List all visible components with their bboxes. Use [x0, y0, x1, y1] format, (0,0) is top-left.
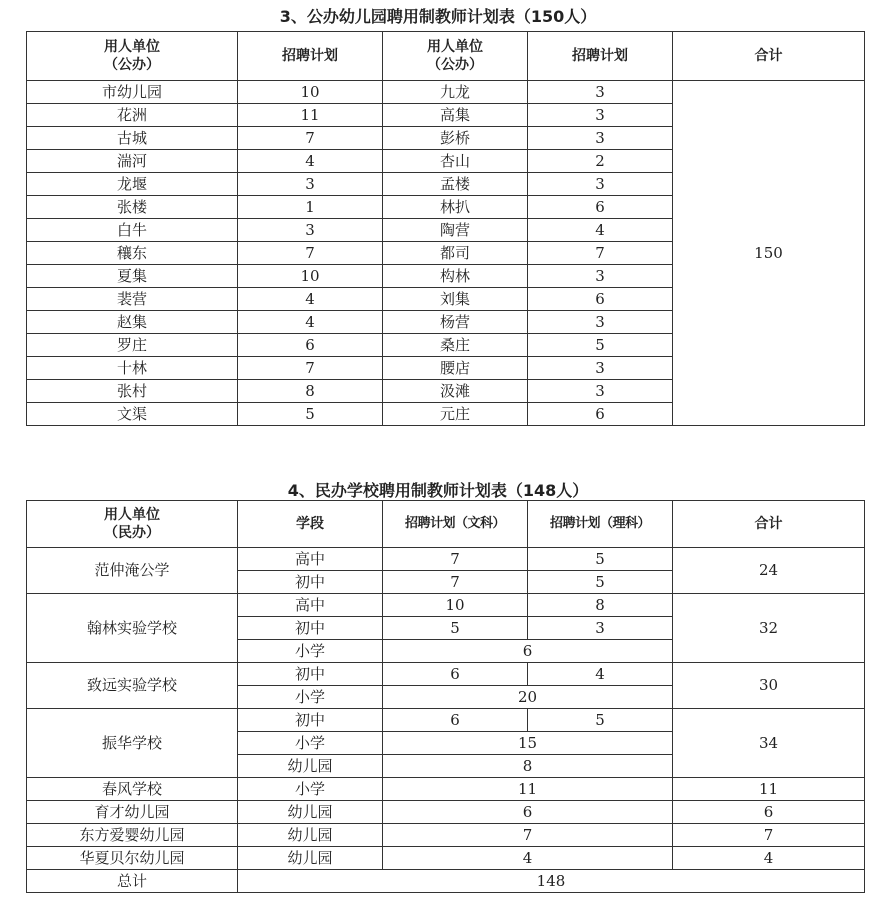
- header-unit2-line1: 用人单位: [427, 39, 483, 55]
- sci-cell: 4: [528, 663, 673, 686]
- table-row: [27, 81, 865, 104]
- unit-cell-2: 杨营: [383, 311, 528, 334]
- plan-cell-2: 7: [528, 242, 673, 265]
- combined-cell: 4: [383, 847, 673, 870]
- sci-cell: 3: [528, 617, 673, 640]
- total-cell: 150: [673, 81, 865, 426]
- header-plan-sci: 招聘计划（理科）: [528, 501, 673, 548]
- plan-cell: 4: [238, 311, 383, 334]
- school-name: 致远实验学校: [27, 663, 238, 709]
- plan-cell: 3: [238, 219, 383, 242]
- stage-cell: 初中: [238, 617, 383, 640]
- plan-cell: 6: [238, 334, 383, 357]
- sci-cell: 5: [528, 571, 673, 594]
- stage-cell: 小学: [238, 640, 383, 663]
- school-total: 6: [673, 801, 865, 824]
- private-school-table: [26, 500, 865, 893]
- school-name: 范仲淹公学: [27, 548, 238, 594]
- header-plan: 招聘计划: [238, 32, 383, 81]
- stage-cell: 初中: [238, 663, 383, 686]
- unit-cell: 十林: [27, 357, 238, 380]
- unit-cell: 夏集: [27, 265, 238, 288]
- unit-cell: 张村: [27, 380, 238, 403]
- plan-cell: 8: [238, 380, 383, 403]
- unit-cell: 赵集: [27, 311, 238, 334]
- unit-cell-2: 林扒: [383, 196, 528, 219]
- combined-cell: 7: [383, 824, 673, 847]
- header-unit: [27, 32, 238, 81]
- header-unit2-line2: （公办）: [427, 57, 483, 73]
- plan-cell-2: 3: [528, 357, 673, 380]
- school-total: 30: [673, 663, 865, 709]
- combined-cell: 15: [383, 732, 673, 755]
- unit-cell: 裴营: [27, 288, 238, 311]
- header-unit-line2: （公办）: [104, 57, 160, 73]
- school-name: 翰林实验学校: [27, 594, 238, 663]
- combined-cell: 11: [383, 778, 673, 801]
- unit-cell: 古城: [27, 127, 238, 150]
- plan-cell: 3: [238, 173, 383, 196]
- plan-cell-2: 3: [528, 81, 673, 104]
- school-total: 24: [673, 548, 865, 594]
- unit-cell: 花洲: [27, 104, 238, 127]
- header-unit-line2: （民办）: [104, 525, 160, 541]
- unit-cell: 张楼: [27, 196, 238, 219]
- arts-cell: 6: [383, 709, 528, 732]
- school-total: 32: [673, 594, 865, 663]
- table1-title: 3、公办幼儿园聘用制教师计划表（150人）: [279, 7, 597, 26]
- school-name: 振华学校: [27, 709, 238, 778]
- unit-cell-2: 孟楼: [383, 173, 528, 196]
- plan-cell-2: 2: [528, 150, 673, 173]
- plan-cell-2: 6: [528, 196, 673, 219]
- stage-cell: 幼儿园: [238, 755, 383, 778]
- school-total: 34: [673, 709, 865, 778]
- school-name: 东方爱婴幼儿园: [27, 824, 238, 847]
- header-stage: 学段: [238, 501, 383, 548]
- stage-cell: 高中: [238, 594, 383, 617]
- unit-cell-2: 腰店: [383, 357, 528, 380]
- sci-cell: 5: [528, 548, 673, 571]
- sci-cell: 5: [528, 709, 673, 732]
- stage-cell: 幼儿园: [238, 847, 383, 870]
- arts-cell: 7: [383, 548, 528, 571]
- arts-cell: 5: [383, 617, 528, 640]
- unit-cell-2: 汲滩: [383, 380, 528, 403]
- school-name: 华夏贝尔幼儿园: [27, 847, 238, 870]
- header-total: 合计: [673, 501, 865, 548]
- plan-cell: 7: [238, 242, 383, 265]
- combined-cell: 20: [383, 686, 673, 709]
- header-unit-2: [383, 32, 528, 81]
- school-total: 7: [673, 824, 865, 847]
- sci-cell: 8: [528, 594, 673, 617]
- grand-total-label: 总计: [27, 870, 238, 893]
- unit-cell-2: 九龙: [383, 81, 528, 104]
- unit-cell-2: 桑庄: [383, 334, 528, 357]
- unit-cell: 穰东: [27, 242, 238, 265]
- header-unit-line1: 用人单位: [104, 507, 160, 523]
- plan-cell: 4: [238, 288, 383, 311]
- grand-total-value: 148: [238, 870, 865, 893]
- plan-cell: 10: [238, 81, 383, 104]
- school-name: 春风学校: [27, 778, 238, 801]
- school-total: 4: [673, 847, 865, 870]
- arts-cell: 10: [383, 594, 528, 617]
- school-total: 11: [673, 778, 865, 801]
- plan-cell-2: 6: [528, 288, 673, 311]
- plan-cell: 5: [238, 403, 383, 426]
- plan-cell-2: 4: [528, 219, 673, 242]
- unit-cell-2: 刘集: [383, 288, 528, 311]
- stage-cell: 高中: [238, 548, 383, 571]
- unit-cell: 罗庄: [27, 334, 238, 357]
- unit-cell: 市幼儿园: [27, 81, 238, 104]
- plan-cell: 11: [238, 104, 383, 127]
- stage-cell: 小学: [238, 778, 383, 801]
- stage-cell: 初中: [238, 571, 383, 594]
- header-plan-2: 招聘计划: [528, 32, 673, 81]
- header-plan-arts: 招聘计划（文科）: [383, 501, 528, 548]
- plan-cell: 10: [238, 265, 383, 288]
- combined-cell: 8: [383, 755, 673, 778]
- unit-cell: 白牛: [27, 219, 238, 242]
- school-name: 育才幼儿园: [27, 801, 238, 824]
- header-unit-line1: 用人单位: [104, 39, 160, 55]
- stage-cell: 幼儿园: [238, 824, 383, 847]
- unit-cell-2: 都司: [383, 242, 528, 265]
- plan-cell-2: 3: [528, 265, 673, 288]
- unit-cell: 湍河: [27, 150, 238, 173]
- unit-cell-2: 构林: [383, 265, 528, 288]
- arts-cell: 6: [383, 663, 528, 686]
- public-kindergarten-table: [26, 31, 865, 426]
- combined-cell: 6: [383, 640, 673, 663]
- arts-cell: 7: [383, 571, 528, 594]
- combined-cell: 6: [383, 801, 673, 824]
- plan-cell-2: 3: [528, 311, 673, 334]
- unit-cell-2: 杏山: [383, 150, 528, 173]
- plan-cell: 7: [238, 357, 383, 380]
- unit-cell-2: 陶营: [383, 219, 528, 242]
- header-unit: [27, 501, 238, 548]
- unit-cell-2: 元庄: [383, 403, 528, 426]
- plan-cell: 1: [238, 196, 383, 219]
- plan-cell-2: 3: [528, 104, 673, 127]
- plan-cell-2: 3: [528, 173, 673, 196]
- unit-cell: 龙堰: [27, 173, 238, 196]
- stage-cell: 幼儿园: [238, 801, 383, 824]
- plan-cell-2: 6: [528, 403, 673, 426]
- stage-cell: 小学: [238, 732, 383, 755]
- unit-cell-2: 高集: [383, 104, 528, 127]
- unit-cell: 文渠: [27, 403, 238, 426]
- stage-cell: 小学: [238, 686, 383, 709]
- plan-cell-2: 3: [528, 127, 673, 150]
- plan-cell: 4: [238, 150, 383, 173]
- unit-cell-2: 彭桥: [383, 127, 528, 150]
- plan-cell-2: 5: [528, 334, 673, 357]
- plan-cell-2: 3: [528, 380, 673, 403]
- stage-cell: 初中: [238, 709, 383, 732]
- plan-cell: 7: [238, 127, 383, 150]
- header-total: 合计: [673, 32, 865, 81]
- table2-title: 4、民办学校聘用制教师计划表（148人）: [287, 481, 589, 500]
